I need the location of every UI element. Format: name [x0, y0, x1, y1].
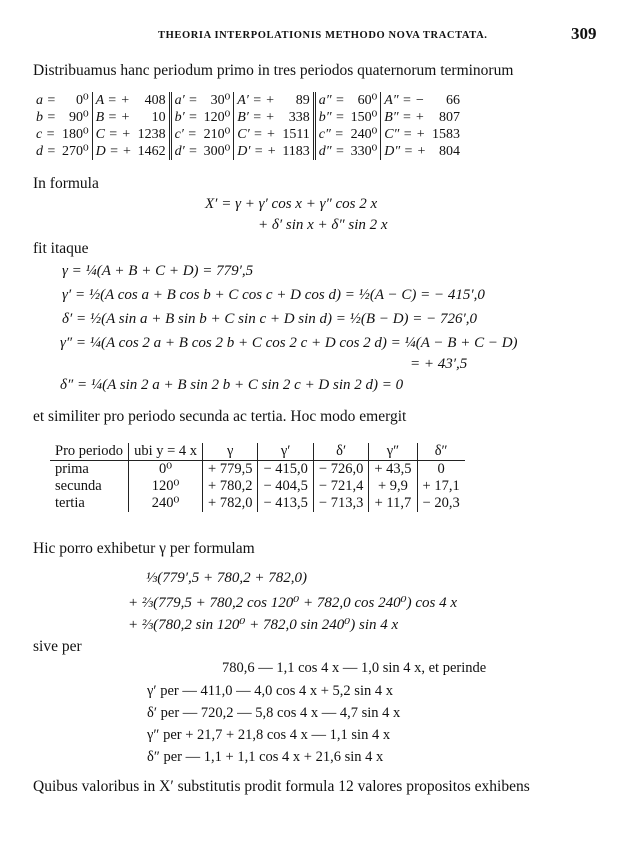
paragraph-fit-itaque: fit itaque	[33, 240, 89, 257]
column-header: δ′	[313, 443, 368, 461]
coeff-delta-prime: δ′ = ½(A sin a + B sin b + C sin c + D sin d) = ½(B − D) = − 726′,0	[62, 311, 478, 327]
table-row	[50, 478, 465, 495]
result-gamma-prime: γ′ per — 411,0 — 4,0 cos 4 x + 5,2 sin 4 x	[147, 683, 393, 699]
page-number: 309	[571, 24, 597, 43]
period-table-cell: 1183	[282, 143, 310, 159]
period-table-cell: 1462	[137, 143, 166, 159]
table-cell: + 17,1	[417, 478, 465, 495]
period-table-cell: 90⁰	[68, 110, 89, 125]
period-table-cell: B = +	[92, 109, 135, 126]
period-table-cell: d′ =	[170, 143, 201, 160]
table-cell: + 782,0	[203, 495, 258, 512]
period-table-cell: A = +	[92, 92, 135, 109]
table-cell: + 43,5	[369, 461, 417, 479]
table-cell: − 404,5	[258, 478, 313, 495]
period-table-cell: 120⁰	[203, 110, 231, 125]
period-table-cell: a =	[36, 92, 56, 108]
result-gamma: 780,6 — 1,1 cos 4 x — 1,0 sin 4 x, et perinde	[222, 660, 487, 676]
paragraph-similiter: et similiter pro periodo secunda ac tertia. Hoc modo emergit	[33, 408, 407, 425]
table-cell: 0⁰	[129, 461, 203, 479]
period-table-cell: c′ =	[170, 126, 201, 143]
period-table-cell: 300⁰	[203, 144, 231, 159]
period-table-cell: 408	[144, 92, 166, 108]
period-table-cell: 150⁰	[350, 110, 378, 125]
table-cell: − 20,3	[417, 495, 465, 512]
period-table-cell: C = +	[92, 126, 135, 143]
period-table-row	[33, 126, 463, 143]
period-table-cell: 240⁰	[350, 127, 378, 142]
table-cell: + 11,7	[369, 495, 417, 512]
paragraph-sive-per: sive per	[33, 638, 82, 655]
period-coefficient-header-row	[50, 443, 465, 461]
period-table-row	[33, 143, 463, 160]
period-table-cell: D″ = +	[381, 143, 429, 160]
period-table-cell: B′ = +	[234, 109, 280, 126]
table-cell: tertia	[55, 495, 85, 511]
gamma-formula-line-2: + ⅔(779,5 + 780,2 cos 120⁰ + 782,0 cos 240⁰) cos 4 x	[128, 595, 458, 611]
result-delta-double: δ″ per — 1,1 + 1,1 cos 4 x + 21,6 sin 4 x	[147, 749, 384, 765]
table-cell: − 726,0	[313, 461, 368, 479]
period-table-cell: D′ = +	[234, 143, 280, 160]
period-table-cell: b′ =	[170, 109, 201, 126]
period-table-cell: 1238	[137, 126, 166, 142]
column-header: δ″	[417, 443, 465, 461]
column-header: Pro periodo	[50, 443, 129, 461]
period-table-cell: 210⁰	[203, 127, 231, 142]
period-table-cell: 1583	[432, 126, 461, 142]
period-table-cell: A″ = −	[381, 92, 429, 109]
period-table-cell: c″ =	[314, 126, 347, 143]
running-title: THEORIA INTERPOLATIONIS METHODO NOVA TRACTATA.	[158, 30, 488, 41]
gamma-formula-line-1: ⅓(779′,5 + 780,2 + 782,0)	[146, 570, 308, 586]
period-table-cell: 1511	[282, 126, 310, 142]
table-cell: prima	[55, 461, 89, 477]
period-table-cell: 804	[439, 143, 461, 159]
paragraph-hic-porro: Hic porro exhibetur γ per formulam	[33, 540, 255, 557]
period-table-cell: 338	[288, 109, 310, 125]
column-header: γ′	[258, 443, 313, 461]
table-cell: − 413,5	[258, 495, 313, 512]
table-cell: − 721,4	[313, 478, 368, 495]
result-gamma-double: γ″ per + 21,7 + 21,8 cos 4 x — 1,1 sin 4 x	[147, 727, 391, 743]
period-table-cell: 60⁰	[357, 93, 378, 108]
period-table-cell: d =	[36, 143, 56, 159]
gamma-formula-line-3: + ⅔(780,2 sin 120⁰ + 782,0 sin 240⁰) sin 4 x	[128, 617, 399, 633]
result-delta-prime: δ′ per — 720,2 — 5,8 cos 4 x — 4,7 sin 4 x	[147, 705, 401, 721]
coeff-gamma: γ = ¼(A + B + C + D) = 779′,5	[62, 263, 254, 279]
column-header: γ	[203, 443, 258, 461]
period-table	[33, 92, 463, 160]
table-cell: 240⁰	[129, 495, 203, 512]
period-table-cell: 30⁰	[210, 93, 231, 108]
table-cell: − 415,0	[258, 461, 313, 479]
table-cell: 0	[417, 461, 465, 479]
column-header: γ″	[369, 443, 417, 461]
period-table-cell: a′ =	[170, 92, 201, 109]
period-table-cell: A′ = +	[234, 92, 280, 109]
table-cell: + 780,2	[203, 478, 258, 495]
coeff-gamma-double-value: = + 43′,5	[410, 356, 468, 372]
paragraph-quibus: Quibus valoribus in X′ substitutis prodit formula 12 valores propositos exhibens	[33, 778, 530, 795]
paragraph-intro: Distribuamus hanc periodum primo in tres periodos quaternorum terminorum	[33, 62, 514, 79]
period-table-cell: D = +	[92, 143, 135, 160]
period-table-row	[33, 109, 463, 126]
period-table-cell: 180⁰	[61, 127, 89, 142]
main-formula-line-2: + δ′ sin x + δ″ sin 2 x	[258, 217, 388, 233]
coeff-gamma-double: γ″ = ¼(A cos 2 a + B cos 2 b + C cos 2 c + D cos 2 d) = ¼(A − B + C − D)	[60, 335, 518, 351]
table-row	[50, 495, 465, 512]
table-cell: − 713,3	[313, 495, 368, 512]
coeff-delta-double: δ″ = ¼(A sin 2 a + B sin 2 b + C sin 2 c + D sin 2 d) = 0	[60, 377, 404, 393]
period-table-cell: 89	[295, 92, 310, 108]
table-row	[50, 461, 465, 479]
period-coefficient-table	[50, 443, 465, 512]
period-table-cell: 807	[439, 109, 461, 125]
period-table-row	[33, 92, 463, 109]
table-cell: 120⁰	[129, 478, 203, 495]
period-table-cell: 10	[151, 109, 166, 125]
period-table-cell: 0⁰	[75, 93, 89, 108]
period-table-cell: c =	[36, 126, 56, 142]
table-cell: + 779,5	[203, 461, 258, 479]
period-table-cell: C′ = +	[234, 126, 280, 143]
coeff-gamma-prime: γ′ = ½(A cos a + B cos b + C cos c + D cos d) = ½(A − C) = − 415′,0	[62, 287, 485, 303]
period-table-cell: B″ = +	[381, 109, 429, 126]
table-cell: + 9,9	[369, 478, 417, 495]
period-table-cell: C″ = +	[381, 126, 429, 143]
period-table-cell: b =	[36, 109, 56, 125]
column-header: ubi y = 4 x	[129, 443, 203, 461]
period-table-cell: b″ =	[314, 109, 347, 126]
period-table-cell: 66	[446, 92, 461, 108]
table-cell: secunda	[55, 478, 102, 494]
period-table-cell: 270⁰	[61, 144, 89, 159]
paragraph-in-formula: In formula	[33, 175, 99, 192]
period-table-cell: a″ =	[314, 92, 347, 109]
period-table-cell: d″ =	[314, 143, 347, 160]
period-table-cell: 330⁰	[350, 144, 378, 159]
main-formula-line-1: X′ = γ + γ′ cos x + γ″ cos 2 x	[205, 196, 378, 212]
